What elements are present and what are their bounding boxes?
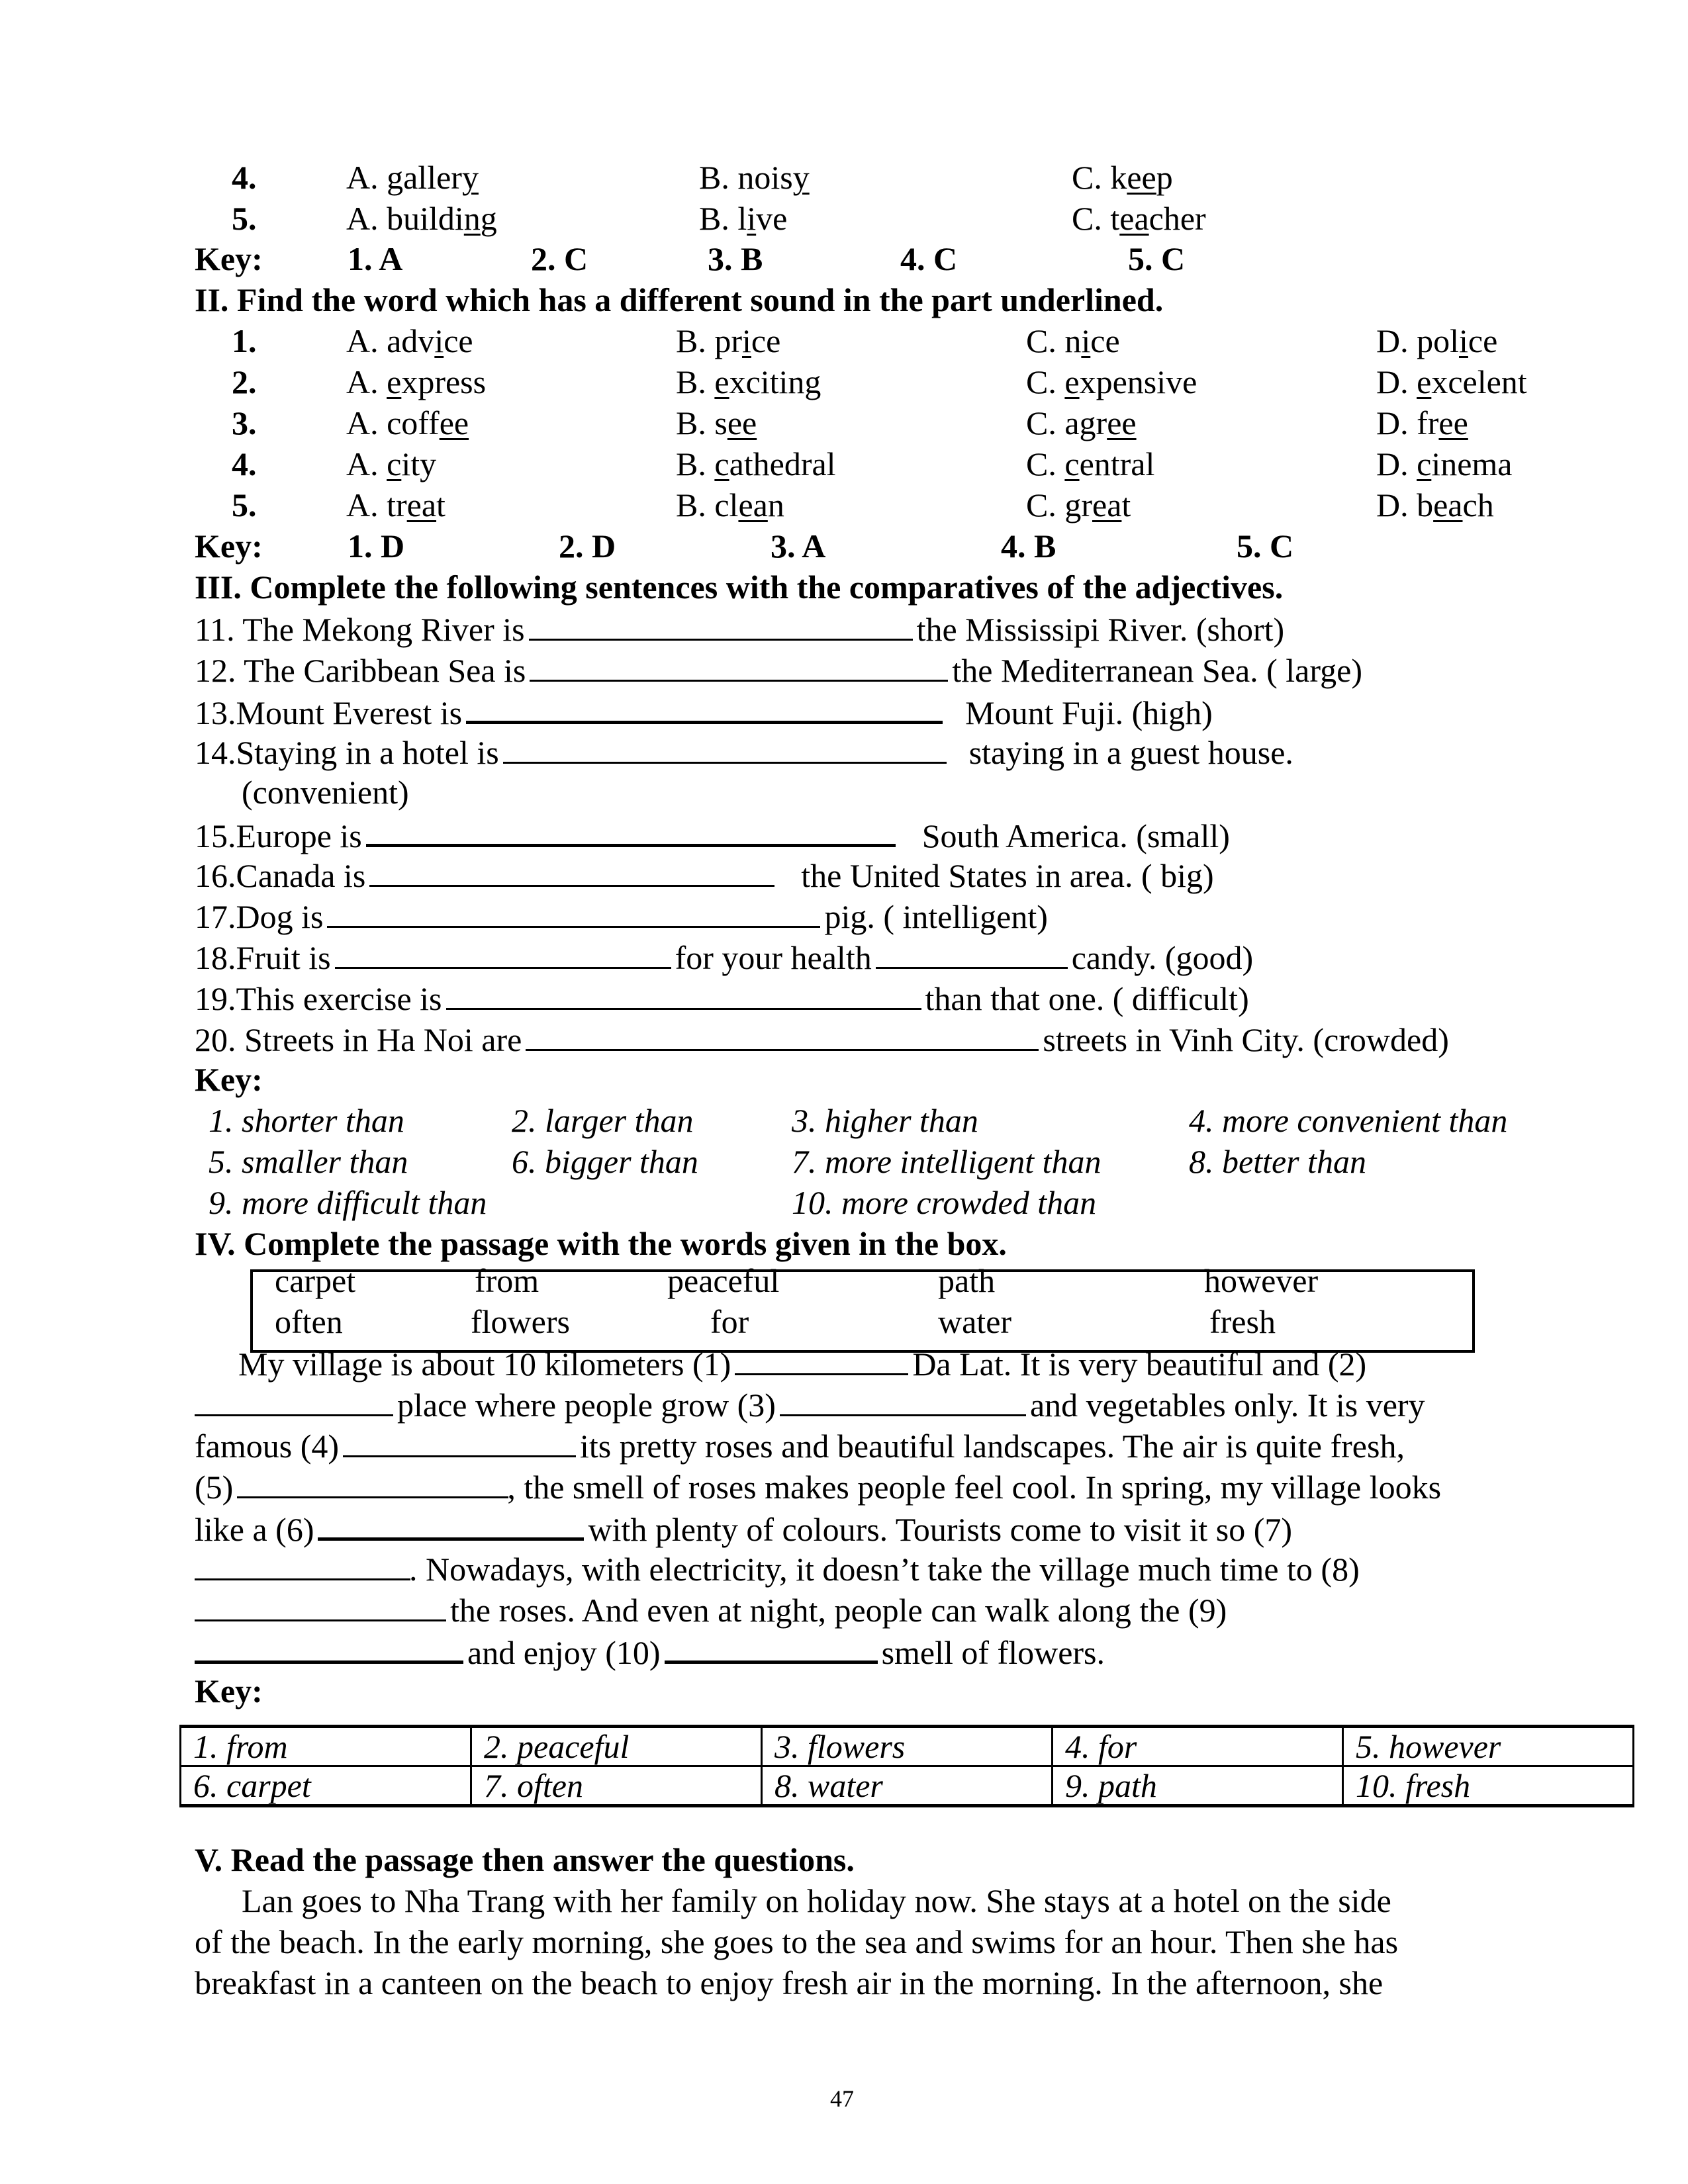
question-number: 4. (232, 159, 257, 196)
key-item: 8. better than (1189, 1143, 1367, 1180)
section-4-heading: IV. Complete the passage with the words given in the box. (195, 1225, 1007, 1262)
key-label: Key: (195, 240, 263, 277)
option-b: B. see (676, 404, 757, 441)
key-item: 9. more difficult than (209, 1184, 487, 1221)
option-b: B. clean (676, 486, 784, 523)
answer-blank[interactable] (735, 1343, 908, 1375)
key-cell: 2. peaceful (471, 1727, 762, 1766)
key-cell: 7. often (471, 1766, 762, 1806)
key-cell: 3. flowers (762, 1727, 1053, 1766)
key-item: 5. C (1237, 527, 1294, 565)
question-number: 5. (232, 200, 257, 237)
box-word: path (938, 1262, 996, 1299)
option-a: A. building (346, 200, 497, 237)
sentence-11: 11. The Mekong River is the Mississipi River. (short) (195, 608, 1284, 648)
sentence-16: 16.Canada is the United States in area. ( big) (195, 854, 1214, 894)
answer-blank[interactable] (343, 1425, 576, 1457)
box-word: fresh (1209, 1303, 1276, 1340)
question-number: 3. (232, 404, 257, 441)
sentence-12: 12. The Caribbean Sea is the Mediterranean Sea. ( large) (195, 649, 1362, 689)
answer-blank[interactable] (529, 608, 913, 641)
passage-line: My village is about 10 kilometers (1) Da Lat. It is very beautiful and (2) (238, 1343, 1366, 1383)
sentence-13: 13.Mount Everest is Mount Fuji. (high) (195, 690, 1213, 730)
section-4-key-table (179, 1725, 1634, 1807)
answer-blank[interactable] (446, 978, 921, 1010)
key-item: 1. D (348, 527, 405, 565)
sentence-19: 19.This exercise is than that one. ( difficult) (195, 978, 1249, 1017)
box-word: for (710, 1303, 749, 1340)
table-row (181, 1727, 1634, 1766)
key-cell: 8. water (762, 1766, 1053, 1806)
passage-line: . Nowadays, with electricity, it doesn’t take the village much time to (8) (195, 1548, 1360, 1588)
question-number: 5. (232, 486, 257, 523)
answer-blank[interactable] (195, 1630, 463, 1664)
answer-blank[interactable] (237, 1466, 508, 1498)
reading-passage-line: of the beach. In the early morning, she goes to the sea and swims for an hour. Then she has (195, 1923, 1399, 1960)
box-word: water (938, 1303, 1012, 1340)
key-item: 7. more intelligent than (792, 1143, 1102, 1180)
answer-blank[interactable] (876, 936, 1068, 969)
box-word: often (275, 1303, 343, 1340)
key-cell: 9. path (1053, 1766, 1343, 1806)
page-number: 47 (830, 2085, 854, 2112)
option-a: A. city (346, 445, 437, 482)
box-word: from (475, 1262, 539, 1299)
answer-blank[interactable] (369, 854, 774, 887)
question-number: 4. (232, 445, 257, 482)
passage-line: the roses. And even at night, people can walk along the (9) (195, 1589, 1227, 1629)
option-d: D. cinema (1376, 445, 1513, 482)
option-b: B. exciting (676, 363, 821, 400)
answer-blank[interactable] (195, 1548, 410, 1580)
option-a: A. treat (346, 486, 445, 523)
answer-blank[interactable] (195, 1589, 446, 1621)
key-item: 1. shorter than (209, 1102, 404, 1139)
key-item: 2. C (531, 240, 588, 277)
option-c: C. agree (1026, 404, 1137, 441)
answer-blank[interactable] (466, 690, 943, 724)
key-cell: 4. for (1053, 1727, 1343, 1766)
key-item: 3. B (708, 240, 763, 277)
key-label: Key: (195, 1061, 263, 1098)
option-a: A. coffee (346, 404, 469, 441)
answer-blank[interactable] (530, 649, 948, 682)
option-c: C. central (1026, 445, 1155, 482)
passage-line: and enjoy (10) smell of flowers. (195, 1630, 1105, 1670)
option-c: C. expensive (1026, 363, 1197, 400)
option-d: D. police (1376, 322, 1498, 359)
reading-passage-line: breakfast in a canteen on the beach to enjoy fresh air in the morning. In the afternoon, she (195, 1964, 1383, 2001)
key-cell: 1. from (181, 1727, 471, 1766)
section-5-heading: V. Read the passage then answer the questions. (195, 1841, 855, 1878)
key-item: 3. A (771, 527, 826, 565)
key-item: 3. higher than (792, 1102, 978, 1139)
option-c: C. great (1026, 486, 1131, 523)
box-word: carpet (275, 1262, 356, 1299)
passage-line: famous (4) its pretty roses and beautiful landscapes. The air is quite fresh, (195, 1425, 1405, 1465)
answer-blank[interactable] (780, 1384, 1026, 1416)
sentence-14: 14.Staying in a hotel is staying in a guest house. (195, 731, 1293, 771)
question-number: 2. (232, 363, 257, 400)
sentence-18: 18.Fruit is for your health candy. (good) (195, 936, 1253, 976)
reading-passage-line: Lan goes to Nha Trang with her family on holiday now. She stays at a hotel on the side (242, 1882, 1391, 1919)
answer-blank[interactable] (335, 936, 671, 969)
answer-blank[interactable] (327, 895, 820, 928)
key-item: 4. more convenient than (1189, 1102, 1508, 1139)
key-item: 5. C (1128, 240, 1186, 277)
box-word: flowers (471, 1303, 570, 1340)
option-a: A. express (346, 363, 487, 400)
passage-line: (5) , the smell of roses makes people feel cool. In spring, my village looks (195, 1466, 1441, 1506)
answer-blank[interactable] (195, 1384, 393, 1416)
option-c: C. nice (1026, 322, 1120, 359)
key-item: 4. B (1001, 527, 1056, 565)
key-item: 2. D (559, 527, 616, 565)
key-item: 5. smaller than (209, 1143, 408, 1180)
option-b: B. noisy (699, 159, 810, 196)
section-3-heading: III. Complete the following sentences with the comparatives of the adjectives. (195, 569, 1284, 606)
table-row (181, 1766, 1634, 1806)
answer-blank[interactable] (366, 813, 896, 847)
section-4-key-label: Key: (195, 1672, 263, 1709)
answer-blank[interactable] (318, 1507, 584, 1541)
option-d: D. excelent (1376, 363, 1527, 400)
option-b: B. cathedral (676, 445, 836, 482)
key-cell: 5. however (1343, 1727, 1634, 1766)
key-cell: 10. fresh (1343, 1766, 1634, 1806)
option-c: C. teacher (1072, 200, 1206, 237)
key-item: 1. A (348, 240, 403, 277)
key-item: 4. C (900, 240, 958, 277)
box-word: however (1204, 1262, 1319, 1299)
key-item: 6. bigger than (512, 1143, 698, 1180)
question-number: 1. (232, 322, 257, 359)
option-a: A. advice (346, 322, 473, 359)
option-b: B. price (676, 322, 781, 359)
passage-line: place where people grow (3) and vegetables only. It is very (195, 1384, 1425, 1424)
answer-blank[interactable] (503, 731, 947, 764)
box-word: peaceful (667, 1262, 780, 1299)
passage-line: like a (6) with plenty of colours. Tourists come to visit it so (7) (195, 1507, 1292, 1547)
key-item: 2. larger than (512, 1102, 694, 1139)
sentence-20: 20. Streets in Ha Noi are streets in Vinh City. (crowded) (195, 1019, 1449, 1058)
sentence-15: 15.Europe is South America. (small) (195, 813, 1230, 853)
option-a: A. gallery (346, 159, 479, 196)
sentence-14-continuation: (convenient) (242, 774, 409, 811)
key-label: Key: (195, 527, 263, 565)
key-cell: 6. carpet (181, 1766, 471, 1806)
option-d: D. free (1376, 404, 1468, 441)
option-d: D. beach (1376, 486, 1494, 523)
key-item: 10. more crowded than (792, 1184, 1097, 1221)
sentence-17: 17.Dog is pig. ( intelligent) (195, 895, 1048, 935)
section-2-heading: II. Find the word which has a different sound in the part underlined. (195, 281, 1164, 318)
answer-blank[interactable] (526, 1019, 1039, 1051)
answer-blank[interactable] (665, 1630, 878, 1664)
option-b: B. live (699, 200, 788, 237)
option-c: C. keep (1072, 159, 1173, 196)
